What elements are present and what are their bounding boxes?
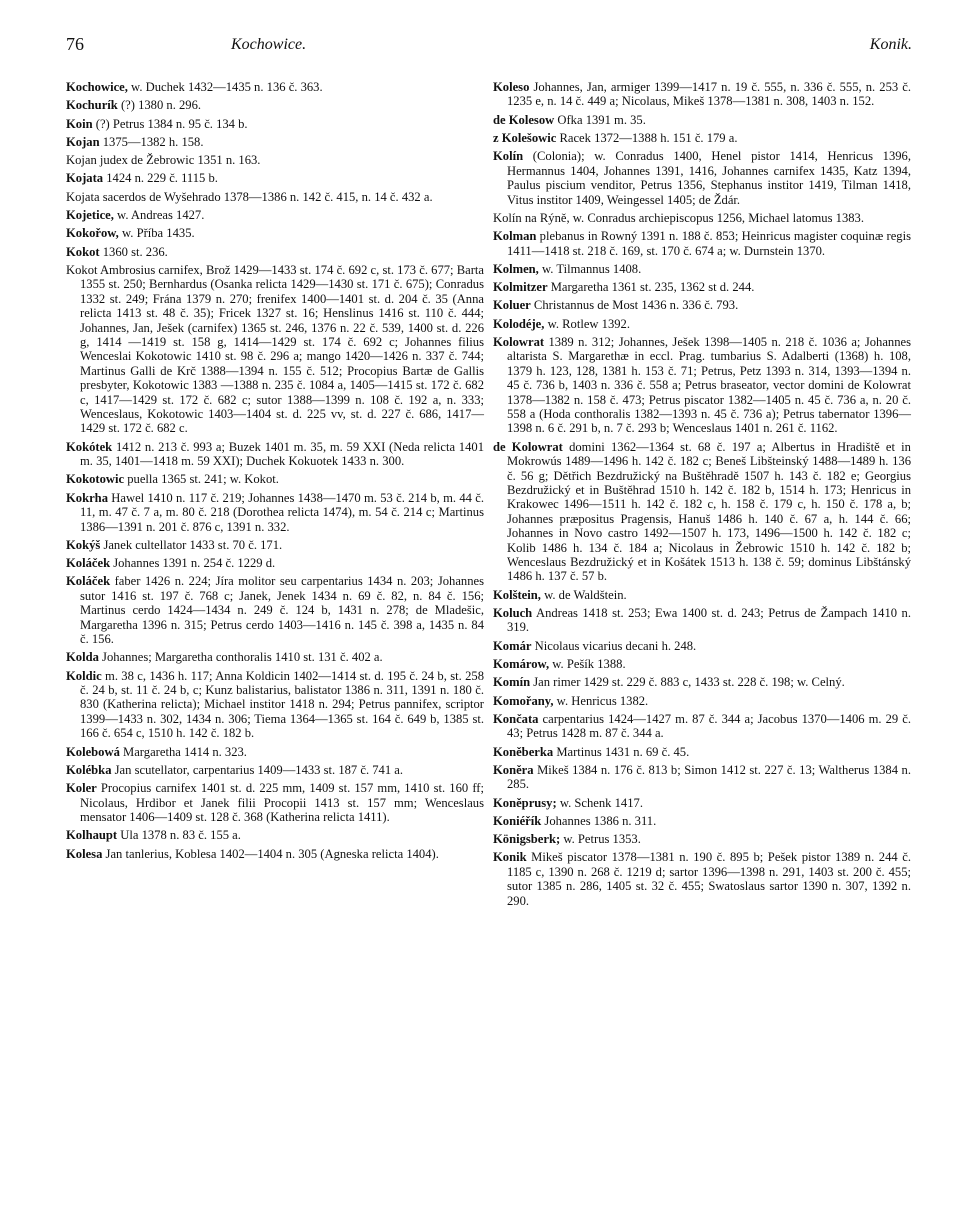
entry-headword: Koněra xyxy=(493,762,534,777)
entry-headword: Koláček xyxy=(66,556,111,571)
entry-headword: Kokótek xyxy=(66,439,113,454)
index-entry xyxy=(66,171,484,185)
entry-text: Andreas 1418 st. 253; Ewa 1400 st. d. 243; Petrus de Žampach 1410 n. 319. xyxy=(507,605,911,635)
entry-headword: Koler xyxy=(66,781,97,796)
entry-text: w. Příba 1435. xyxy=(118,226,195,241)
entry-text: Kolín na Rýně, w. Conradus archiepiscopus 1256, Michael latomus 1383. xyxy=(493,210,864,225)
left-running-head: Kochowice. xyxy=(231,36,307,53)
index-entry xyxy=(66,781,484,824)
index-entry xyxy=(66,472,484,486)
entry-headword: Kokot xyxy=(66,244,100,259)
entry-text: Johannes 1391 n. 254 č. 1229 d. xyxy=(110,556,276,571)
entry-headword: Kolodéje, xyxy=(493,316,545,331)
index-entry xyxy=(66,190,484,204)
entry-text: Procopius carnifex 1401 st. d. 225 mm, 1409 st. 157 mm, 1410 st. 160 ff; Nicolaus, Hrdibor et Janek filii Procopii 1413 st. 157 mm; Wenceslaus mensator 1406—1409 st. 128 č. 368 (Katherina relicta 1411). xyxy=(80,781,484,824)
entry-text: Kojan judex de Žebrowic 1351 n. 163. xyxy=(66,153,261,168)
index-entry xyxy=(66,847,484,861)
index-entry xyxy=(493,80,911,109)
index-entry xyxy=(493,149,911,207)
entry-text: Johannes; Margaretha conthoralis 1410 st. 131 č. 402 a. xyxy=(98,650,383,665)
index-entry xyxy=(66,80,484,94)
entry-headword: Koin xyxy=(66,116,93,131)
entry-text: Mikeš piscator 1378—1381 n. 190 č. 895 b; Pešek pistor 1389 n. 244 č. 1185 c, 1390 n. 268 č. 1219 d; sartor 1396—1398 n. 291, 1403 st. 200 č. 455; sutor 1385 n. 286, 1405 st. 32 č. 455; Swatoslaus sartor 1390 n. 307, 1392 n. 290. xyxy=(507,850,911,908)
entry-text: w. Duchek 1432—1435 n. 136 č. 363. xyxy=(127,80,323,94)
entry-text: w. Petrus 1353. xyxy=(560,832,641,847)
entry-headword: Kokrha xyxy=(66,490,108,505)
entry-text: Jan rimer 1429 st. 229 č. 883 c, 1433 st. 228 č. 198; w. Celný. xyxy=(530,675,845,690)
entry-headword: Kolébka xyxy=(66,762,112,777)
entry-text: 1412 n. 213 č. 993 a; Buzek 1401 m. 35, m. 59 XXI (Neda relicta 1401 m. 35, 1401—1418 m. 59 XXI); Duchek Kokuotek 1433 n. 300. xyxy=(80,439,484,469)
entry-headword: Komár xyxy=(493,638,532,653)
entry-text: Jan scutellator, carpentarius 1409—1433 st. 187 č. 741 a. xyxy=(111,762,404,777)
entry-text: Ofka 1391 m. 35. xyxy=(554,112,646,127)
entry-headword: de Kolesow xyxy=(493,112,555,127)
entry-headword: Koldic xyxy=(66,668,102,683)
index-entry xyxy=(66,153,484,167)
entry-text: Ula 1378 n. 83 č. 155 a. xyxy=(117,828,241,843)
entry-text: w. Andreas 1427. xyxy=(113,208,205,223)
index-entry xyxy=(66,538,484,552)
running-header xyxy=(66,34,912,58)
entry-text: w. Henricus 1382. xyxy=(553,693,649,708)
index-entry xyxy=(493,639,911,653)
index-entry xyxy=(66,245,484,259)
entry-headword: Kochurík xyxy=(66,98,118,113)
entry-headword: de Kolowrat xyxy=(493,439,563,454)
index-entry xyxy=(66,208,484,222)
entry-text: 1424 n. 229 č. 1115 b. xyxy=(103,171,218,186)
entry-headword: Kolín xyxy=(493,149,524,164)
entry-headword: Kolman xyxy=(493,229,537,244)
entry-headword: Kolštein, xyxy=(493,587,541,602)
index-entry xyxy=(66,135,484,149)
entry-text: 1360 st. 236. xyxy=(99,244,168,259)
entry-headword: Kolmen, xyxy=(493,261,539,276)
index-entry xyxy=(66,98,484,112)
entry-text: puella 1365 st. 241; w. Kokot. xyxy=(124,472,279,487)
entry-text: w. Rotlew 1392. xyxy=(544,316,631,331)
index-entry xyxy=(66,491,484,534)
entry-text: Nicolaus vicarius decani h. 248. xyxy=(531,638,697,653)
entry-text: Margaretha 1414 n. 323. xyxy=(119,744,247,759)
index-entry xyxy=(66,745,484,759)
index-entry xyxy=(66,440,484,469)
index-entry xyxy=(493,113,911,127)
entry-text: Mikeš 1384 n. 176 č. 813 b; Simon 1412 st. 227 č. 13; Waltherus 1384 n. 285. xyxy=(507,762,911,792)
entry-headword: Komín xyxy=(493,675,531,690)
entry-headword: Kojata xyxy=(66,171,104,186)
index-entry xyxy=(493,745,911,759)
entry-headword: Kolowrat xyxy=(493,335,545,349)
entry-headword: Koláček xyxy=(66,574,111,589)
entry-headword: Komárow, xyxy=(493,656,550,671)
entry-headword: Koněberka xyxy=(493,744,554,759)
right-running-head: Konik. xyxy=(869,36,912,53)
index-entry xyxy=(493,796,911,810)
index-entry xyxy=(493,588,911,602)
entry-headword: Komořany, xyxy=(493,693,554,708)
entry-headword: Kojan xyxy=(66,134,100,149)
index-entry xyxy=(66,763,484,777)
entry-text: Jan tanlerius, Koblesa 1402—1404 n. 305 (Agneska relicta 1404). xyxy=(102,846,439,861)
entry-headword: Kolda xyxy=(66,650,99,665)
entry-headword: z Kolešowic xyxy=(493,131,557,145)
entry-text: plebanus in Rowný 1391 n. 188 č. 853; Heinricus magister coquinæ regis 1411—1418 st. 218 č. 169, st. 170 č. 674 a; w. Durnstein 1370. xyxy=(507,229,911,258)
entry-text: (Colonia); w. Conradus 1400, Henel pistor 1414, Henricus 1396, Hermannus 1404, Johannes 1391, 1416, Johannes carnifex 1435, Katz 1394, Paulus piscium venditor, Petrus 1356, Stephanus institor 1419, Tilman 1418, Vitus institor 1409, Weingessel 1405; de Ždár. xyxy=(507,149,911,207)
left-column xyxy=(66,80,484,865)
entry-text: Racek 1372—1388 h. 151 č. 179 a. xyxy=(556,131,738,145)
entry-headword: Konik xyxy=(493,850,527,865)
entry-headword: Kokořow, xyxy=(66,226,119,241)
entry-headword: Kolmitzer xyxy=(493,280,548,295)
entry-text: 1389 n. 312; Johannes, Ješek 1398—1405 n. 218 č. 1036 a; Johannes altarista S. Margarethæ in eccl. Prag. tumbarius S. Adalberti (1368) h. 108, 1379 h. 123, 128, 1381 h. 153 č. 71; Petrus, Petz 1393 n. 314, 1393—1394 n. 45 č. 736 b, 1403 n. 336 č. 558 a; Petrus braseator, vector domini de Kolowrat 1378—1382 n. 158 č. 473; Petrus piscator 1382—1405 n. 45 č. 736 a, n. 20 č. 558 a (Hoda conthoralis 1382—1393 n. 45 č. 736 a); Petrus tabernator 1396—1398 n. 6 č. 291 b, n. 7 č. 293 b; Wenceslaus 1401 n. 261 č. 1162. xyxy=(507,335,911,436)
entry-text: Janek cultellator 1433 st. 70 č. 171. xyxy=(100,537,283,552)
entry-headword: Kolebowá xyxy=(66,744,120,759)
entry-text: w. Schenk 1417. xyxy=(556,795,643,810)
index-entry xyxy=(493,814,911,828)
entry-headword: Kolhaupt xyxy=(66,828,118,843)
entry-headword: Koleso xyxy=(493,80,530,94)
entry-text: carpentarius 1424—1427 m. 87 č. 344 a; Jacobus 1370—1406 m. 29 č. 43; Petrus 1428 m. 87 č. 344 a. xyxy=(507,711,911,741)
entry-text: m. 38 c, 1436 h. 117; Anna Koldicin 1402—1414 st. d. 195 č. 24 b, st. 258 č. 24 b, st. 11 č. 24 b, c; Kunz balistarius, balistator 1386 n. 311, 1391 n. 180 č. 830 (Katherina relicta); Michael institor 1418 n. 294; Petrus pannifex, scriptor 1399—1433 n. 302, 1434 n. 306; Tiema 1364—1365 st. 164 č. 649 b, 1385 st. 166 č. 654 c, 1510 h. 142 č. 182 b. xyxy=(80,668,484,741)
entry-headword: Koniéřík xyxy=(493,813,542,828)
index-entry xyxy=(66,226,484,240)
entry-text: Hawel 1410 n. 117 č. 219; Johannes 1438—1470 m. 53 č. 214 b, m. 44 č. 11, m. 47 č. 7 a, m. 80 č. 218 (Dorothea relicta 1474), m. 54 č. 214 c; Martinus 1386—1391 n. 201 č. 876 c, 1391 n. 332. xyxy=(80,490,484,534)
index-entry xyxy=(493,229,911,258)
entry-headword: Kokýš xyxy=(66,537,101,552)
index-entry xyxy=(493,335,911,436)
index-entry xyxy=(493,440,911,584)
entry-headword: Končata xyxy=(493,711,539,726)
page-number: 76 xyxy=(66,34,84,54)
index-entry xyxy=(66,574,484,646)
entry-text: w. Tilmannus 1408. xyxy=(538,261,642,276)
entry-text: Martinus 1431 n. 69 č. 45. xyxy=(553,744,690,759)
index-entry xyxy=(493,694,911,708)
entry-headword: Königsberk; xyxy=(493,832,561,847)
entry-text: Johannes 1386 n. 311. xyxy=(541,813,657,828)
index-entry xyxy=(493,675,911,689)
entry-text: faber 1426 n. 224; Jíra molitor seu carpentarius 1434 n. 203; Johannes sutor 1416 st. 197 č. 768 c; Janek, Jenek 1434 n. 69 č. 82, n. 84 č. 156; Martinus cerdo 1424—1434 n. 249 č. 124 b, 1431 n. 278; de Mladešic, Margaretha 1396 n. 315; Petrus cerdo 1403—1416 n. 145 č. 398 a, 1435 n. 84 č. 156. xyxy=(80,574,484,647)
index-entry xyxy=(66,669,484,741)
index-entry xyxy=(493,131,911,145)
index-entry xyxy=(493,832,911,846)
index-entry xyxy=(493,712,911,741)
right-column xyxy=(493,80,911,912)
index-entry xyxy=(493,763,911,792)
entry-text: Christannus de Most 1436 n. 336 č. 793. xyxy=(530,298,739,313)
index-entry xyxy=(493,606,911,635)
index-entry xyxy=(66,556,484,570)
entry-text: domini 1362—1364 st. 68 č. 197 a; Albertus in Hradiště et in Mokrowús 1489—1496 h. 142 č. 182 c; Beneš Libšteinský 1488—1489 h. 136 č. 56 g; Dětřich Bezdružický na Buštěhradě 1507 h. 143 č. 182 e; Georgius Bezdružický et in Buštěhrad 1510 h. 142 č. 182 b, 1514 h. 173; Henricus in Krakowec 1496—1511 h. 142 č. 182 c, h. 158 č. 179 c, h. 150 č. 178 a, b; Johannes præpositus Pragensis, Hanuš 1486 h. 140 č. 67 a, h. 144 č. 66; Johannes in Novo castro 1492—1507 h. 173, 1496—1500 h. 142 č. 182 c; Kolib 1486 h. 134 č. 184 a; Nicolaus in Žebrowic 1510 h. 142 č. 182 b; Wenceslaus Bezdružický et in Košátek 1513 h. 138 č. 59; dominus Libštánský 1486 h. 137 č. 57 b. xyxy=(507,439,911,584)
entry-text: (?) Petrus 1384 n. 95 č. 134 b. xyxy=(92,116,248,131)
entry-text: w. de Waldštein. xyxy=(540,587,627,602)
entry-headword: Koněprusy; xyxy=(493,795,557,810)
entry-text: Kojata sacerdos de Wyšehrado 1378—1386 n. 142 č. 415, n. 14 č. 432 a. xyxy=(66,189,433,204)
entry-text: Kokot Ambrosius carnifex, Brož 1429—1433 st. 174 č. 692 c, st. 173 č. 677; Barta 1355 st. 250; Bernhardus (Osanka relicta 1429—1430 st. 171 č. 675); Conradus 1332 st. 249; Frána 1379 n. 270; frenifex 1400—1401 st. d. 204 č. 35 (Anna relicta 1413 st. 48 č. 35); Fricek 1327 st. 16; Henslinus 1416 st. 110 č. 444; Johannes, Jan, Ješek (carnifex) 1365 st. 246, 1376 n. 22 č. 539, 1400 st. d. 226 g, 1414 —1419 st. 158 g, 1414—1429 st. 174 č. 692 c; Johannes filius Wenceslai Kokotowic 1410 st. 98 č. 296 a; mango 1420—1426 n. 337 č. 744; Martinus Galli de Krč 1388—1394 n. 155 č. 512; Procopius Bartæ de Gallis presbyter, Kokotowic 1383 —1388 n. 235 č. 1084 a, 1405—1415 st. 172 č. 682 c, 1417—1429 st. 172 č. 682 c; sutor 1388—1399 n. 108 č. 192 a, n. 333; Wenceslaus, Kokotowic 1403—1404 st. d. 225 vv, st. d. 227 č. 686, 1417—1429 st. 172 č. 682 c. xyxy=(66,262,484,436)
index-entry xyxy=(493,262,911,276)
entry-headword: Kochowice, xyxy=(66,80,128,94)
index-entry xyxy=(493,211,911,225)
entry-headword: Kokotowic xyxy=(66,472,125,487)
index-entry xyxy=(493,280,911,294)
entry-headword: Koluer xyxy=(493,298,531,313)
entry-text: 1375—1382 h. 158. xyxy=(99,134,204,149)
index-entry xyxy=(493,317,911,331)
index-entry xyxy=(66,650,484,664)
entry-headword: Koluch xyxy=(493,605,533,620)
entry-text: Margaretha 1361 st. 235, 1362 st d. 244. xyxy=(547,280,755,295)
index-entry xyxy=(66,117,484,131)
index-entry xyxy=(493,850,911,908)
index-entry xyxy=(493,657,911,671)
entry-text: w. Pešík 1388. xyxy=(549,656,626,671)
entry-headword: Kojetice, xyxy=(66,208,114,223)
index-entry xyxy=(66,263,484,436)
entry-text: (?) 1380 n. 296. xyxy=(117,98,202,113)
index-entry xyxy=(493,298,911,312)
entry-headword: Kolesa xyxy=(66,846,103,861)
entry-text: Johannes, Jan, armiger 1399—1417 n. 19 č. 555, n. 336 č. 555, n. 253 č. 1235 e, n. 14 č. 449 a; Nicolaus, Mikeš 1378—1381 n. 308, 1403 n. 152. xyxy=(507,80,911,109)
index-entry xyxy=(66,828,484,842)
